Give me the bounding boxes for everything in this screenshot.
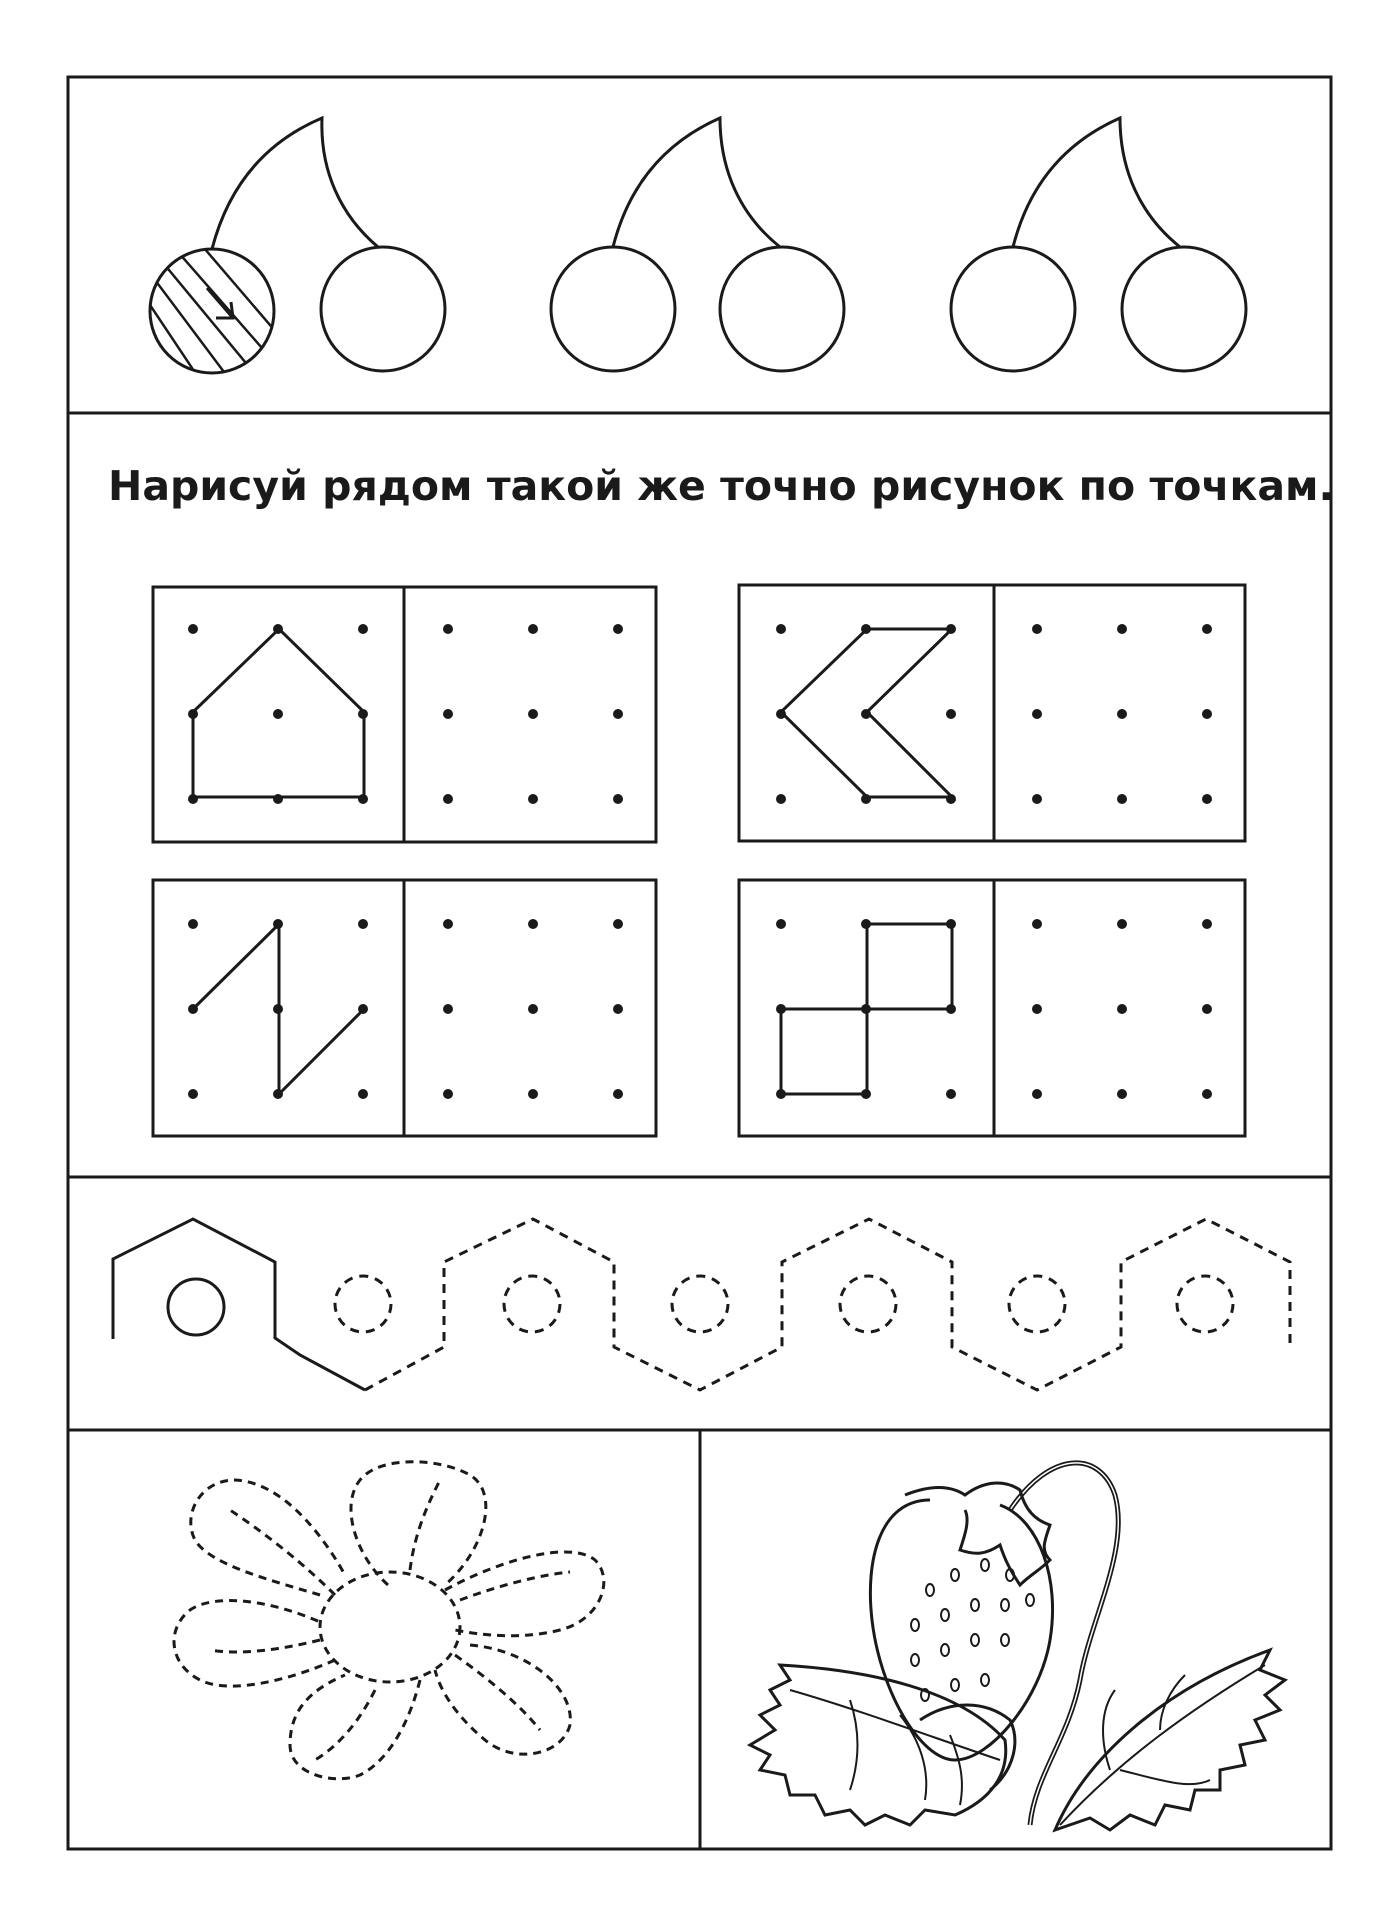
grid-dot-empty[interactable] [1202,1089,1212,1099]
grid-dot-empty[interactable] [443,1089,453,1099]
grid-dot-empty[interactable] [1032,1004,1042,1014]
grid-dot [188,709,198,719]
grid-dot-empty[interactable] [1202,794,1212,804]
grid-dot [861,794,871,804]
grid-dot-empty[interactable] [528,1004,538,1014]
grid-dot [946,624,956,634]
grid-dot [273,1004,283,1014]
grid-dot-empty[interactable] [1117,794,1127,804]
grid-dot-empty[interactable] [613,624,623,634]
grid-dot [358,709,368,719]
grid-dot-empty[interactable] [443,709,453,719]
grid-dot [861,1004,871,1014]
grid-dot-empty[interactable] [1032,794,1042,804]
grid-dot-empty[interactable] [613,709,623,719]
grid-dot [776,919,786,929]
grid-dot-empty[interactable] [1117,624,1127,634]
grid-dot [861,919,871,929]
grid-dot [358,1089,368,1099]
grid-dot-empty[interactable] [528,919,538,929]
grid-dot [188,1089,198,1099]
grid-dot [946,1089,956,1099]
grid-dot-empty[interactable] [528,709,538,719]
grid-dot [273,794,283,804]
grid-dot [776,709,786,719]
grid-dot [358,624,368,634]
grid-dot [776,794,786,804]
grid-dot [188,919,198,929]
grid-dot [861,709,871,719]
instruction-text: Нарисуй рядом такой же точно рисунок по точкам. [108,462,1335,510]
grid-dot-empty[interactable] [1202,919,1212,929]
grid-dot [946,919,956,929]
grid-dot-empty[interactable] [613,794,623,804]
grid-dot-empty[interactable] [1032,919,1042,929]
grid-dot [358,1004,368,1014]
grid-dot [776,1089,786,1099]
grid-dot-empty[interactable] [443,794,453,804]
grid-dot [776,624,786,634]
grid-dot-empty[interactable] [443,1004,453,1014]
grid-dot-empty[interactable] [1117,919,1127,929]
grid-dot [946,709,956,719]
grid-dot [273,919,283,929]
grid-dot-empty[interactable] [1032,1089,1042,1099]
grid-dot [273,709,283,719]
grid-dot-empty[interactable] [1032,709,1042,719]
grid-dot-empty[interactable] [1032,624,1042,634]
grid-dot [358,794,368,804]
grid-dot [188,624,198,634]
grid-dot [946,794,956,804]
grid-dot-empty[interactable] [613,919,623,929]
grid-dot-empty[interactable] [1117,1089,1127,1099]
grid-dot-empty[interactable] [1117,709,1127,719]
grid-dot-empty[interactable] [1202,1004,1212,1014]
grid-dot [861,624,871,634]
grid-dot [188,1004,198,1014]
grid-dot [358,919,368,929]
grid-dot [946,1004,956,1014]
grid-dot [273,624,283,634]
grid-dot-empty[interactable] [528,1089,538,1099]
grid-dot-empty[interactable] [443,624,453,634]
grid-dot-empty[interactable] [613,1089,623,1099]
grid-dot-empty[interactable] [1117,1004,1127,1014]
grid-dot-empty[interactable] [443,919,453,929]
grid-dot [188,794,198,804]
grid-dot [273,1089,283,1099]
grid-dot [776,1004,786,1014]
grid-dot-empty[interactable] [1202,624,1212,634]
grid-dot-empty[interactable] [528,794,538,804]
grid-dot-empty[interactable] [528,624,538,634]
grid-dot [861,1089,871,1099]
grid-dot-empty[interactable] [1202,709,1212,719]
grid-dot-empty[interactable] [613,1004,623,1014]
